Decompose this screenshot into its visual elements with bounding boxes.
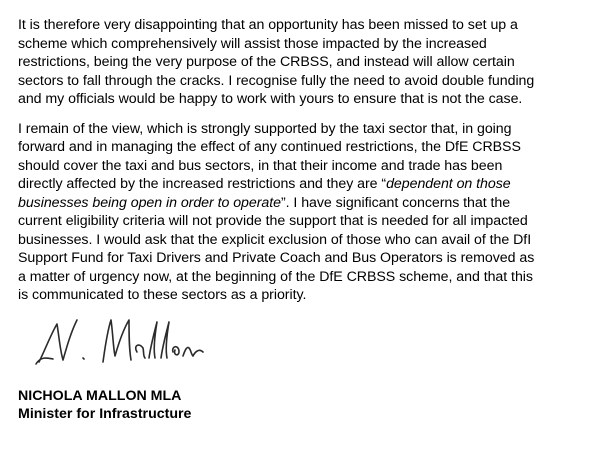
text-line: scheme which comprehensively will assist those impacted by the increased bbox=[18, 35, 487, 52]
text-line: sectors to fall through the cracks. I recognise fully the need to avoid double funding bbox=[18, 72, 535, 89]
text-line: and my officials would be happy to work with yours to ensure that is not the case. bbox=[18, 91, 523, 107]
text-line: I remain of the view, which is strongly supported by the taxi sector that, in going bbox=[18, 120, 512, 137]
text-line: forward and in managing the effect of any continued restrictions, the DfE CRBSS bbox=[18, 139, 521, 155]
quoted-text: businesses being open in order to operate bbox=[18, 194, 281, 211]
paragraph-view bbox=[18, 120, 596, 305]
letter-body bbox=[18, 16, 596, 305]
text-line: It is therefore very disappointing that an opportunity has been missed to set up a bbox=[18, 17, 518, 33]
text-line: restrictions, being the very purpose of the CRBSS, and instead will allow certain bbox=[18, 54, 515, 70]
handwritten-signature bbox=[33, 312, 213, 374]
text-line bbox=[18, 194, 596, 213]
quoted-text: dependent on those bbox=[386, 176, 511, 192]
text-line: is communicated to these sectors as a priority. bbox=[18, 287, 307, 303]
text-segment: directly affected by the increased restrictions and they are “ bbox=[18, 176, 387, 192]
text-line: businesses. I would ask that the explicit exclusion of those who can avail of the DfI bbox=[18, 231, 532, 248]
paragraph-disappointment bbox=[18, 16, 596, 109]
text-line: current eligibility criteria will not provide the support that is needed for all impacted bbox=[18, 213, 528, 229]
text-line: a matter of urgency now, at the beginning of the DfE CRBSS scheme, and that this bbox=[18, 268, 533, 285]
text-segment: ”. I have significant concerns that the bbox=[280, 194, 511, 211]
signatory-title: Minister for Infrastructure bbox=[18, 406, 192, 422]
text-line: should cover the taxi and bus sectors, in that their income and trade has been bbox=[18, 157, 503, 174]
text-line bbox=[18, 175, 596, 194]
text-line: Support Fund for Taxi Drivers and Private Coach and Bus Operators is removed as bbox=[18, 250, 535, 266]
signatory-name: NICHOLA MALLON MLA bbox=[18, 388, 182, 404]
signatory-block bbox=[18, 387, 191, 423]
